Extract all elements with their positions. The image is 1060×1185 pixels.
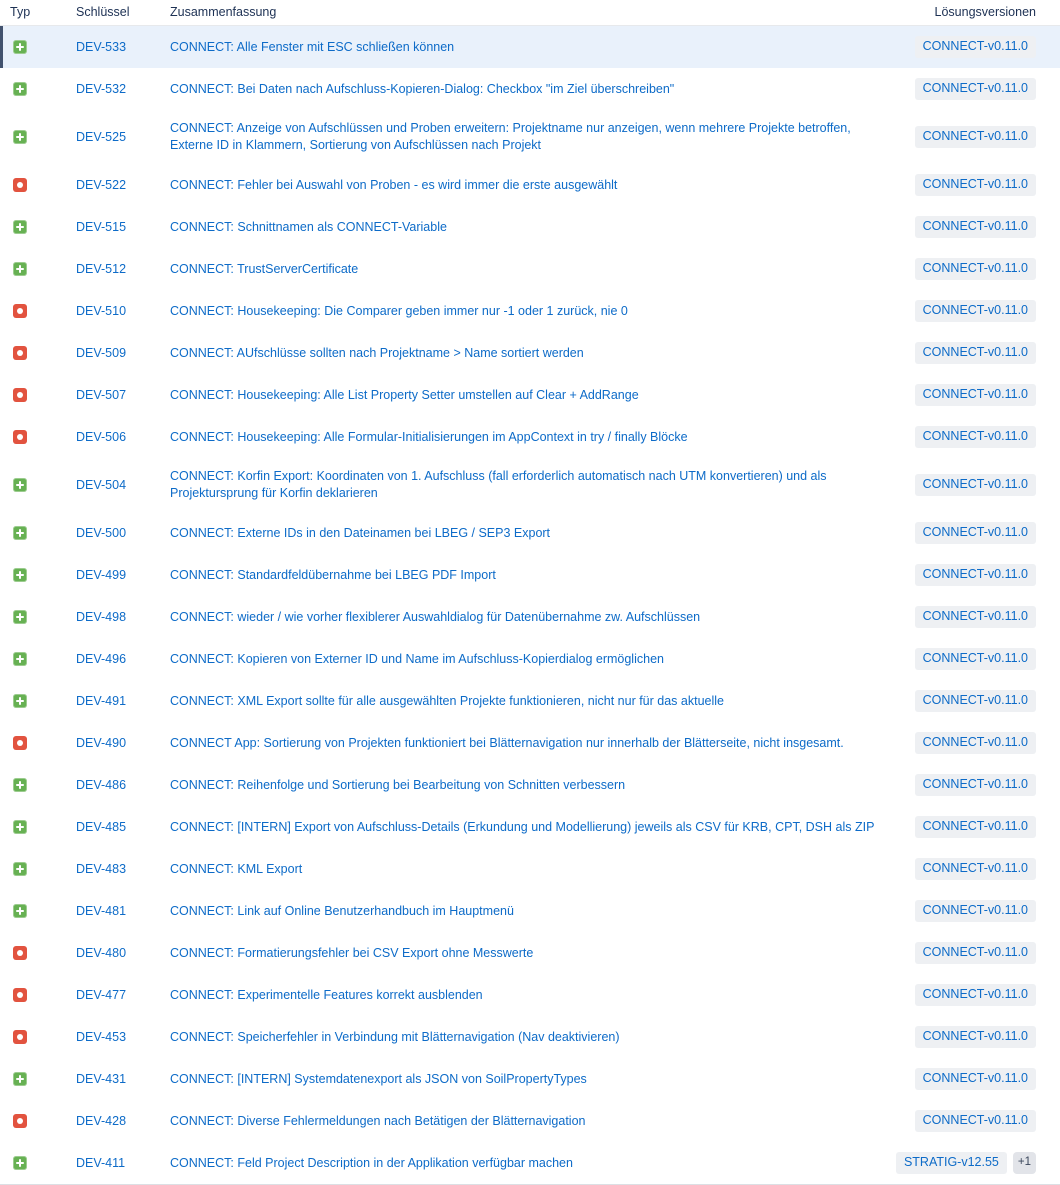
issue-summary-link[interactable]: CONNECT: KML Export xyxy=(170,861,303,876)
fix-version-badge[interactable]: CONNECT-v0.11.0 xyxy=(915,564,1036,586)
fix-versions-cell xyxy=(915,606,1036,628)
issue-key-link[interactable]: DEV-510 xyxy=(76,303,127,318)
issue-summary-cell xyxy=(170,387,915,404)
bug-icon xyxy=(13,430,27,444)
issue-type-cell xyxy=(10,987,76,1004)
table-row[interactable] xyxy=(0,1142,1060,1184)
issue-key-cell xyxy=(76,1113,170,1130)
issue-summary-cell xyxy=(170,819,915,836)
table-row[interactable] xyxy=(0,206,1060,248)
issue-key-link[interactable]: DEV-507 xyxy=(76,387,127,402)
issue-type-cell xyxy=(10,429,76,446)
bug-icon xyxy=(13,1030,27,1044)
issue-summary-cell xyxy=(170,39,915,56)
issue-key-link[interactable]: DEV-499 xyxy=(76,567,127,582)
improvement-icon xyxy=(13,82,27,96)
issue-summary-cell xyxy=(170,177,915,194)
issue-key-link[interactable]: DEV-496 xyxy=(76,651,127,666)
bug-icon xyxy=(13,178,27,192)
issue-summary-link[interactable]: CONNECT: AUfschlüsse sollten nach Projektname > Name sortiert werden xyxy=(170,345,584,360)
fix-versions-cell xyxy=(915,1026,1036,1048)
fix-version-badge[interactable]: CONNECT-v0.11.0 xyxy=(915,900,1036,922)
fix-version-badge[interactable]: CONNECT-v0.11.0 xyxy=(915,216,1036,238)
issue-key-link[interactable]: DEV-500 xyxy=(76,525,127,540)
issue-key-cell xyxy=(76,1155,170,1172)
issue-summary-cell xyxy=(170,903,915,920)
issue-summary-cell xyxy=(170,429,915,446)
fix-version-badge[interactable]: CONNECT-v0.11.0 xyxy=(915,300,1036,322)
fix-versions-cell xyxy=(915,522,1036,544)
bug-icon xyxy=(13,736,27,750)
issue-summary-link[interactable]: CONNECT: Kopieren von Externer ID und Name im Aufschluss-Kopierdialog ermöglichen xyxy=(170,651,664,666)
improvement-icon xyxy=(13,694,27,708)
issue-key-link[interactable]: DEV-504 xyxy=(76,477,127,492)
issue-type-cell xyxy=(10,819,76,836)
fix-versions-cell xyxy=(915,816,1036,838)
improvement-icon xyxy=(13,904,27,918)
issue-summary-cell xyxy=(170,609,915,626)
issue-summary-link[interactable]: CONNECT: Alle Fenster mit ESC schließen können xyxy=(170,39,455,54)
fix-version-badge[interactable]: CONNECT-v0.11.0 xyxy=(915,984,1036,1006)
issue-summary-link[interactable]: CONNECT: Housekeeping: Die Comparer geben immer nur -1 oder 1 zurück, nie 0 xyxy=(170,303,628,318)
issue-summary-cell xyxy=(170,567,915,584)
fix-version-badge[interactable]: CONNECT-v0.11.0 xyxy=(915,690,1036,712)
fix-version-badge[interactable]: CONNECT-v0.11.0 xyxy=(915,522,1036,544)
fix-versions-cell xyxy=(915,384,1036,406)
issue-key-cell xyxy=(76,861,170,878)
issue-type-cell xyxy=(10,525,76,542)
fix-version-badge[interactable]: CONNECT-v0.11.0 xyxy=(915,942,1036,964)
fix-versions-cell xyxy=(915,984,1036,1006)
issue-key-link[interactable]: DEV-485 xyxy=(76,819,127,834)
issue-summary-cell xyxy=(170,303,915,320)
fix-version-badge[interactable]: CONNECT-v0.11.0 xyxy=(915,858,1036,880)
fix-versions-cell xyxy=(915,36,1036,58)
fix-versions-cell xyxy=(915,474,1036,496)
fix-version-badge[interactable]: CONNECT-v0.11.0 xyxy=(915,474,1036,496)
issue-key-cell xyxy=(76,81,170,98)
issue-summary-cell xyxy=(170,345,915,362)
issue-type-cell xyxy=(10,567,76,584)
issue-summary-link[interactable]: CONNECT: Formatierungsfehler bei CSV Export ohne Messwerte xyxy=(170,945,534,960)
improvement-icon xyxy=(13,778,27,792)
issue-key-link[interactable]: DEV-506 xyxy=(76,429,127,444)
issue-summary-link[interactable]: CONNECT: Schnittnamen als CONNECT-Variable xyxy=(170,219,447,234)
fix-version-badge[interactable]: CONNECT-v0.11.0 xyxy=(915,774,1036,796)
issue-key-link[interactable]: DEV-491 xyxy=(76,693,127,708)
table-row[interactable] xyxy=(0,332,1060,374)
issue-type-cell xyxy=(10,1071,76,1088)
fix-version-badge[interactable]: CONNECT-v0.11.0 xyxy=(915,648,1036,670)
bug-icon xyxy=(13,388,27,402)
issue-key-cell xyxy=(76,819,170,836)
issue-key-cell xyxy=(76,735,170,752)
issue-key-link[interactable]: DEV-522 xyxy=(76,177,127,192)
issue-type-cell xyxy=(10,477,76,494)
issue-key-cell xyxy=(76,1071,170,1088)
improvement-icon xyxy=(13,262,27,276)
issue-key-cell xyxy=(76,903,170,920)
issue-type-cell xyxy=(10,1029,76,1046)
fix-version-badge[interactable]: CONNECT-v0.11.0 xyxy=(915,816,1036,838)
issue-type-cell xyxy=(10,609,76,626)
fix-version-badge[interactable]: CONNECT-v0.11.0 xyxy=(915,258,1036,280)
issue-summary-cell xyxy=(170,81,915,98)
table-row[interactable] xyxy=(0,26,1060,68)
issue-summary-cell xyxy=(170,120,915,154)
table-row[interactable] xyxy=(0,164,1060,206)
issue-key-cell xyxy=(76,219,170,236)
table-row[interactable] xyxy=(0,806,1060,848)
fix-version-badge[interactable]: CONNECT-v0.11.0 xyxy=(915,126,1036,148)
issue-key-cell xyxy=(76,177,170,194)
issue-summary-cell xyxy=(170,651,915,668)
issue-type-cell xyxy=(10,219,76,236)
issue-type-cell xyxy=(10,345,76,362)
table-row[interactable] xyxy=(0,512,1060,554)
issue-key-link[interactable]: DEV-509 xyxy=(76,345,127,360)
table-row[interactable] xyxy=(0,1058,1060,1100)
issue-type-cell xyxy=(10,693,76,710)
issue-summary-link[interactable]: CONNECT: Diverse Fehlermeldungen nach Betätigen der Blätternavigation xyxy=(170,1113,586,1128)
fix-versions-cell xyxy=(915,1068,1036,1090)
issue-key-cell xyxy=(76,1029,170,1046)
issue-summary-link[interactable]: CONNECT: Korfin Export: Koordinaten von 1. Aufschluss (fall erforderlich automatisch nach UTM konvertieren) und als Projektursprung für Korfin deklarieren xyxy=(170,469,827,500)
issue-key-link[interactable]: DEV-480 xyxy=(76,945,127,960)
fix-versions-cell xyxy=(915,78,1036,100)
issue-summary-link[interactable]: CONNECT: Housekeeping: Alle Formular-Initialisierungen im AppContext in try / finally Blöcke xyxy=(170,429,688,444)
issue-summary-cell xyxy=(170,1071,915,1088)
bug-icon xyxy=(13,1114,27,1128)
issue-key-cell xyxy=(76,429,170,446)
issue-key-link[interactable]: DEV-483 xyxy=(76,861,127,876)
fix-versions-cell xyxy=(915,648,1036,670)
table-row[interactable] xyxy=(0,1100,1060,1142)
column-header-typ[interactable]: Typ xyxy=(10,5,31,19)
table-row[interactable] xyxy=(0,416,1060,458)
issue-key-link[interactable]: DEV-498 xyxy=(76,609,127,624)
fix-versions-cell xyxy=(915,126,1036,148)
issue-summary-cell xyxy=(170,525,915,542)
issue-summary-link[interactable]: CONNECT: wieder / wie vorher flexiblerer Auswahldialog für Datenübernahme zw. Aufschlüssen xyxy=(170,609,701,624)
issue-key-cell xyxy=(76,261,170,278)
issue-type-cell xyxy=(10,1113,76,1130)
issue-key-cell xyxy=(76,777,170,794)
fix-version-badge[interactable]: CONNECT-v0.11.0 xyxy=(915,732,1036,754)
improvement-icon xyxy=(13,568,27,582)
fix-version-badge[interactable]: CONNECT-v0.11.0 xyxy=(915,78,1036,100)
issue-key-link[interactable]: DEV-431 xyxy=(76,1071,127,1086)
fix-version-badge[interactable]: CONNECT-v0.11.0 xyxy=(915,1110,1036,1132)
issue-summary-cell xyxy=(170,861,915,878)
fix-versions-cell xyxy=(915,300,1036,322)
issue-type-cell xyxy=(10,81,76,98)
issue-type-cell xyxy=(10,1155,76,1172)
table-row[interactable] xyxy=(0,68,1060,110)
issue-type-cell xyxy=(10,387,76,404)
issue-key-cell xyxy=(76,477,170,494)
table-row[interactable] xyxy=(0,638,1060,680)
improvement-icon xyxy=(13,1072,27,1086)
fix-version-badge[interactable]: CONNECT-v0.11.0 xyxy=(915,1026,1036,1048)
bug-icon xyxy=(13,988,27,1002)
issue-summary-cell xyxy=(170,219,915,236)
issue-key-link[interactable]: DEV-533 xyxy=(76,39,127,54)
issue-key-link[interactable]: DEV-477 xyxy=(76,987,127,1002)
table-row[interactable] xyxy=(0,848,1060,890)
improvement-icon xyxy=(13,862,27,876)
issue-key-cell xyxy=(76,129,170,146)
issue-summary-link[interactable]: CONNECT App: Sortierung von Projekten funktioniert bei Blätternavigation nur innerhalb der Blätterseite, nicht insgesamt. xyxy=(170,735,844,750)
fix-versions-cell xyxy=(915,774,1036,796)
column-header-schluessel[interactable]: Schlüssel xyxy=(76,5,130,19)
issue-type-cell xyxy=(10,261,76,278)
issue-summary-cell xyxy=(170,1155,896,1172)
improvement-icon xyxy=(13,478,27,492)
table-body xyxy=(0,26,1060,1184)
table-header xyxy=(0,0,1060,26)
issue-key-link[interactable]: DEV-481 xyxy=(76,903,127,918)
table-row[interactable] xyxy=(0,248,1060,290)
table-row[interactable] xyxy=(0,890,1060,932)
table-row[interactable] xyxy=(0,110,1060,164)
issue-key-cell xyxy=(76,303,170,320)
issue-key-cell xyxy=(76,567,170,584)
issue-summary-cell xyxy=(170,1113,915,1130)
fix-versions-cell xyxy=(915,258,1036,280)
fix-versions-cell xyxy=(915,564,1036,586)
issue-summary-cell xyxy=(170,468,915,502)
issue-key-cell xyxy=(76,651,170,668)
issue-type-cell xyxy=(10,39,76,56)
improvement-icon xyxy=(13,820,27,834)
fix-version-badge[interactable]: CONNECT-v0.11.0 xyxy=(915,384,1036,406)
fix-version-badge[interactable]: CONNECT-v0.11.0 xyxy=(915,36,1036,58)
table-row[interactable] xyxy=(0,1016,1060,1058)
fix-versions-cell xyxy=(915,690,1036,712)
table-row[interactable] xyxy=(0,458,1060,512)
fix-version-badge[interactable]: CONNECT-v0.11.0 xyxy=(915,426,1036,448)
table-row[interactable] xyxy=(0,722,1060,764)
issue-type-cell xyxy=(10,303,76,320)
fix-versions-cell xyxy=(915,426,1036,448)
issue-summary-cell xyxy=(170,693,915,710)
issue-summary-link[interactable]: CONNECT: Standardfeldübernahme bei LBEG PDF Import xyxy=(170,567,496,582)
more-versions-badge[interactable]: +1 xyxy=(1013,1152,1036,1174)
issue-summary-link[interactable]: CONNECT: Speicherfehler in Verbindung mit Blätternavigation (Nav deaktivieren) xyxy=(170,1029,620,1044)
table-row[interactable] xyxy=(0,764,1060,806)
fix-versions-cell xyxy=(915,858,1036,880)
issue-key-link[interactable]: DEV-453 xyxy=(76,1029,127,1044)
issue-key-cell xyxy=(76,609,170,626)
issue-key-link[interactable]: DEV-512 xyxy=(76,261,127,276)
issue-summary-link[interactable]: CONNECT: Bei Daten nach Aufschluss-Kopieren-Dialog: Checkbox "im Ziel überschreiben" xyxy=(170,81,675,96)
issue-key-cell xyxy=(76,987,170,1004)
issue-type-cell xyxy=(10,177,76,194)
issue-key-cell xyxy=(76,945,170,962)
column-header-loesungsversionen[interactable]: Lösungsversionen xyxy=(934,5,1036,19)
table-row[interactable] xyxy=(0,974,1060,1016)
issue-summary-cell xyxy=(170,1029,915,1046)
issue-type-cell xyxy=(10,777,76,794)
column-header-zusammenfassung[interactable]: Zusammenfassung xyxy=(170,5,277,19)
issue-key-cell xyxy=(76,39,170,56)
improvement-icon xyxy=(13,40,27,54)
issue-key-cell xyxy=(76,345,170,362)
issue-type-cell xyxy=(10,735,76,752)
fix-versions-cell xyxy=(915,342,1036,364)
fix-version-badge[interactable]: CONNECT-v0.11.0 xyxy=(915,606,1036,628)
fix-version-badge[interactable]: CONNECT-v0.11.0 xyxy=(915,1068,1036,1090)
issue-summary-link[interactable]: CONNECT: Anzeige von Aufschlüssen und Proben erweitern: Projektname nur anzeigen, wenn mehrere Projekte betroffen, Externe ID in Klammern, Sortierung von Aufschlüssen nach Projekt xyxy=(170,121,851,152)
table-row[interactable] xyxy=(0,932,1060,974)
issue-summary-link[interactable]: CONNECT: Housekeeping: Alle List Property Setter umstellen auf Clear + AddRange xyxy=(170,387,639,402)
issue-summary-link[interactable]: CONNECT: XML Export sollte für alle ausgewählten Projekte funktionieren, nicht nur für das aktuelle xyxy=(170,693,724,708)
issue-key-link[interactable]: DEV-411 xyxy=(76,1155,126,1170)
fix-versions-cell xyxy=(915,732,1036,754)
issue-summary-link[interactable]: CONNECT: Fehler bei Auswahl von Proben - es wird immer die erste ausgewählt xyxy=(170,177,618,192)
issue-key-link[interactable]: DEV-486 xyxy=(76,777,127,792)
issue-key-cell xyxy=(76,525,170,542)
issue-key-link[interactable]: DEV-428 xyxy=(76,1113,127,1128)
improvement-icon xyxy=(13,1156,27,1170)
improvement-icon xyxy=(13,220,27,234)
issue-type-cell xyxy=(10,945,76,962)
issue-summary-cell xyxy=(170,945,915,962)
issue-summary-cell xyxy=(170,777,915,794)
improvement-icon xyxy=(13,652,27,666)
issue-summary-link[interactable]: CONNECT: Link auf Online Benutzerhandbuch im Hauptmenü xyxy=(170,903,514,918)
table-row[interactable] xyxy=(0,290,1060,332)
improvement-icon xyxy=(13,130,27,144)
fix-versions-cell xyxy=(915,1110,1036,1132)
issue-summary-link[interactable]: CONNECT: TrustServerCertificate xyxy=(170,261,359,276)
issue-key-cell xyxy=(76,693,170,710)
issue-summary-link[interactable]: CONNECT: Experimentelle Features korrekt ausblenden xyxy=(170,987,483,1002)
issue-summary-cell xyxy=(170,735,915,752)
issue-key-link[interactable]: DEV-525 xyxy=(76,129,127,144)
fix-version-badge[interactable]: STRATIG-v12.55 xyxy=(896,1152,1007,1174)
fix-versions-cell xyxy=(915,216,1036,238)
issue-summary-cell xyxy=(170,261,915,278)
issue-key-link[interactable]: DEV-515 xyxy=(76,219,127,234)
issue-key-link[interactable]: DEV-532 xyxy=(76,81,127,96)
issue-type-cell xyxy=(10,651,76,668)
fix-versions-cell xyxy=(915,900,1036,922)
improvement-icon xyxy=(13,610,27,624)
issue-key-cell xyxy=(76,387,170,404)
bug-icon xyxy=(13,946,27,960)
improvement-icon xyxy=(13,526,27,540)
fix-versions-cell xyxy=(896,1152,1036,1174)
issue-type-cell xyxy=(10,861,76,878)
table-row[interactable] xyxy=(0,680,1060,722)
table-row[interactable] xyxy=(0,554,1060,596)
issue-summary-link[interactable]: CONNECT: Reihenfolge und Sortierung bei Bearbeitung von Schnitten verbessern xyxy=(170,777,626,792)
issue-type-cell xyxy=(10,129,76,146)
bug-icon xyxy=(13,346,27,360)
fix-versions-cell xyxy=(915,174,1036,196)
issue-summary-cell xyxy=(170,987,915,1004)
bug-icon xyxy=(13,304,27,318)
issue-key-link[interactable]: DEV-490 xyxy=(76,735,127,750)
table-row[interactable] xyxy=(0,374,1060,416)
table-row[interactable] xyxy=(0,596,1060,638)
issue-summary-link[interactable]: CONNECT: Externe IDs in den Dateinamen bei LBEG / SEP3 Export xyxy=(170,525,551,540)
fix-version-badge[interactable]: CONNECT-v0.11.0 xyxy=(915,174,1036,196)
issue-summary-link[interactable]: CONNECT: Feld Project Description in der Applikation verfügbar machen xyxy=(170,1155,573,1170)
fix-version-badge[interactable]: CONNECT-v0.11.0 xyxy=(915,342,1036,364)
issue-type-cell xyxy=(10,903,76,920)
fix-versions-cell xyxy=(915,942,1036,964)
issue-summary-link[interactable]: CONNECT: [INTERN] Export von Aufschluss-Details (Erkundung und Modellierung) jeweils als CSV für KRB, CPT, DSH als ZIP xyxy=(170,819,875,834)
issue-summary-link[interactable]: CONNECT: [INTERN] Systemdatenexport als JSON von SoilPropertyTypes xyxy=(170,1071,587,1086)
